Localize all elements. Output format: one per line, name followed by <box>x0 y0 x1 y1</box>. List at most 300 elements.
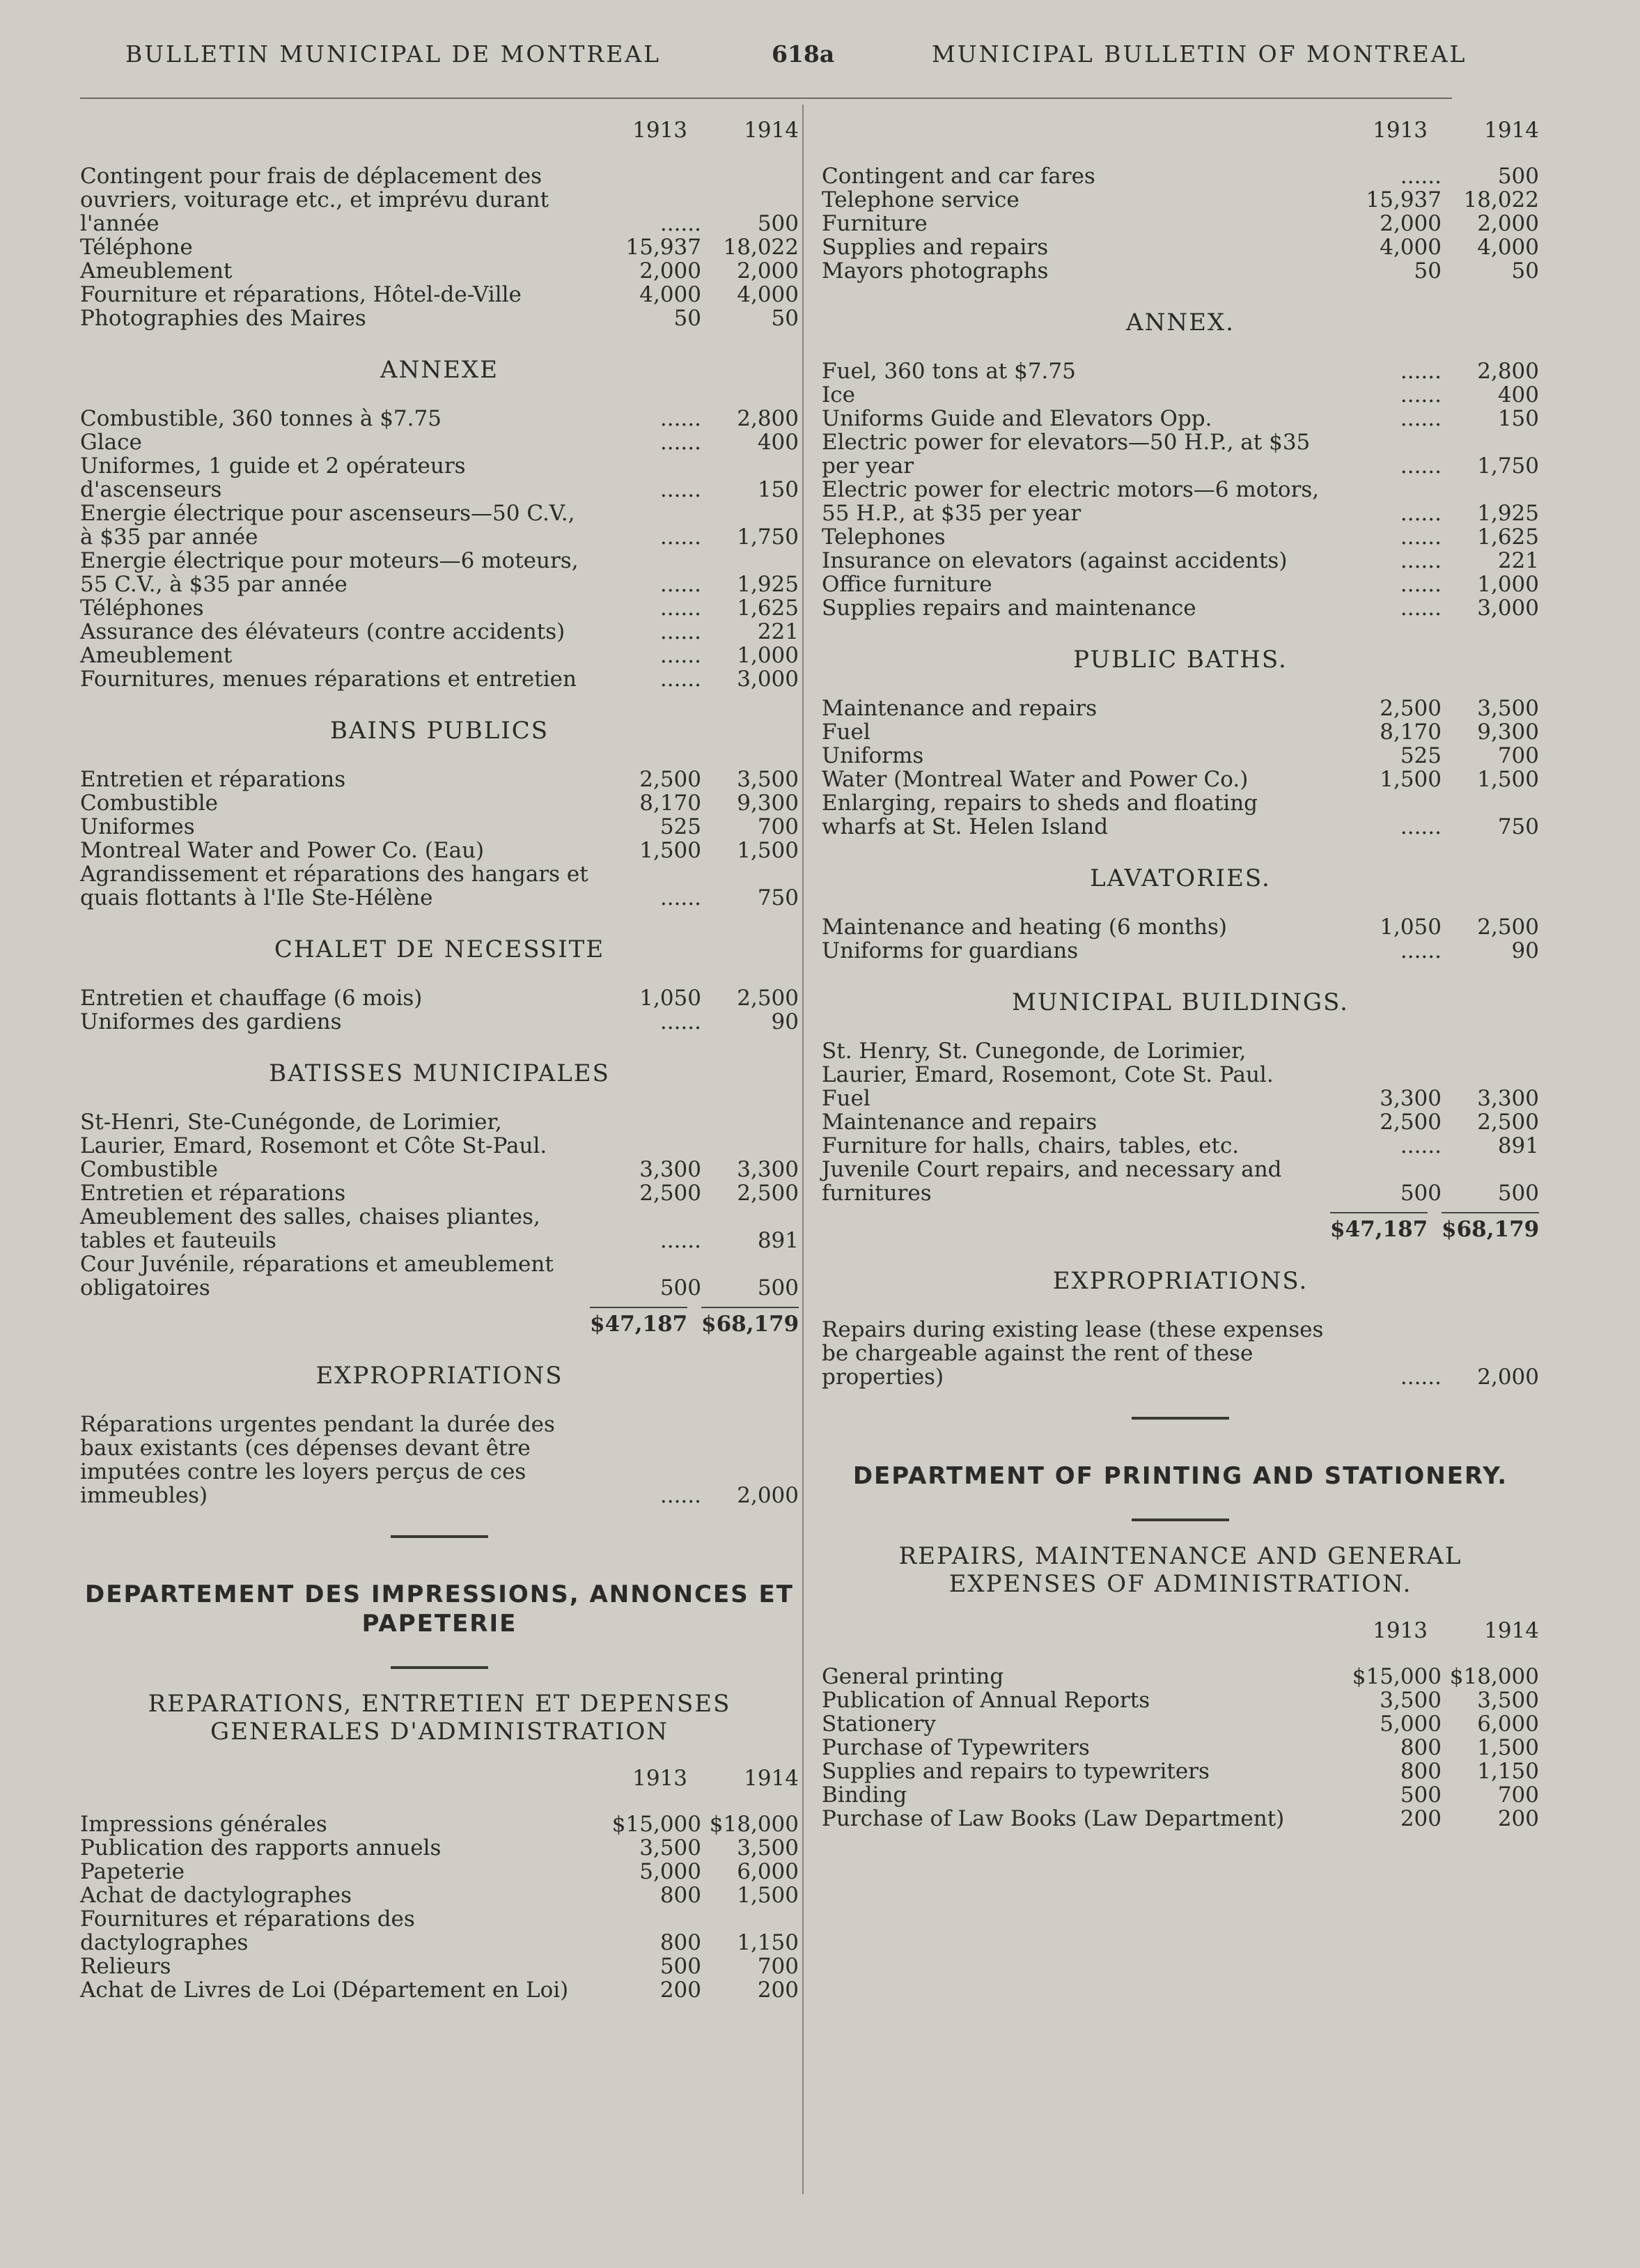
row-label: Maintenance and repairs <box>822 1110 1098 1135</box>
value-1913: 2,500 <box>639 767 701 792</box>
year-1914: 1914 <box>1484 118 1539 143</box>
value-1913: 2,500 <box>1380 1110 1442 1135</box>
table-row <box>80 986 799 1010</box>
row-label: Entretien et réparations <box>80 1181 346 1206</box>
table-row <box>822 525 1539 549</box>
row-label: Supplies and repairs to typewriters <box>822 1759 1210 1784</box>
row-label: Montreal Water and Power Co. (Eau) <box>80 838 485 863</box>
total-1913: $47,187 <box>1330 1212 1428 1241</box>
value-1913: 525 <box>1400 743 1442 768</box>
row-label: Telephones <box>822 525 946 550</box>
value-1913: 2,500 <box>639 1181 701 1206</box>
value-1914: 2,000 <box>1477 1365 1539 1390</box>
value-1914: 2,000 <box>1477 211 1539 236</box>
value-1913: ...... <box>1400 359 1442 384</box>
value-1914: 1,000 <box>1477 572 1539 597</box>
table-row <box>822 744 1539 768</box>
value-1914: 90 <box>1511 938 1539 963</box>
table-row <box>80 1978 799 2002</box>
section-title-buildings: MUNICIPAL BUILDINGS. <box>1012 988 1349 1016</box>
row-label: Publication des rapports annuels <box>80 1835 442 1861</box>
value-1914: 750 <box>1497 814 1539 839</box>
table-row <box>80 1158 799 1181</box>
table-row <box>80 667 799 691</box>
table-row <box>822 164 1539 188</box>
value-1914: 221 <box>1497 548 1539 573</box>
value-1914: 700 <box>1497 1782 1539 1808</box>
row-label: Repairs during existing lease (these expenses be chargeable against the rent of these properties) <box>822 1317 1324 1390</box>
value-1914: 3,500 <box>1477 696 1539 721</box>
table-row <box>80 164 799 235</box>
value-1913: ...... <box>1400 1365 1442 1390</box>
row-label: General printing <box>822 1664 1004 1689</box>
row-label: Electric power for electric motors—6 motors, 55 H.P., at $35 per year <box>822 477 1320 526</box>
row-label: Ameublement <box>80 258 233 284</box>
table-row <box>80 1205 799 1252</box>
table-row <box>80 815 799 839</box>
row-label: Binding <box>822 1782 907 1808</box>
table-row <box>80 502 799 549</box>
table-row <box>822 383 1539 407</box>
row-label: Glace <box>80 430 142 455</box>
value-1914: 3,500 <box>737 1835 799 1861</box>
value-1913: 800 <box>659 1930 701 1955</box>
section-title-expropriations: EXPROPRIATIONS <box>315 1362 563 1390</box>
row-label: Purchase of Law Books (Law Department) <box>822 1806 1285 1831</box>
value-1913: 2,000 <box>1380 211 1442 236</box>
english-column <box>822 118 1539 1831</box>
value-1913: 3,500 <box>639 1835 701 1861</box>
value-1913: 500 <box>659 1954 701 1979</box>
table-row <box>822 915 1539 939</box>
row-label: Fuel <box>822 1086 870 1111</box>
section-title-buildings: BATISSES MUNICIPALES <box>269 1059 610 1087</box>
row-label: Photographies des Maires <box>80 306 366 331</box>
buildings-intro <box>80 1110 799 1158</box>
value-1914: 4,000 <box>737 282 799 307</box>
row-label: Fournitures, menues réparations et entretien <box>80 667 577 692</box>
value-1913: ...... <box>1400 453 1442 479</box>
value-1913: 200 <box>659 1978 701 2003</box>
row-label: Publication of Annual Reports <box>822 1688 1150 1713</box>
table-row <box>822 791 1539 839</box>
value-1914: 1,150 <box>1477 1759 1539 1784</box>
total-spacer <box>80 1307 590 1336</box>
row-label: Combustible <box>80 1157 218 1182</box>
value-1914: 2,800 <box>1477 359 1539 384</box>
row-label: Telephone service <box>822 187 1020 212</box>
section-title-annex: ANNEXE <box>380 356 499 384</box>
value-1914: 4,000 <box>1477 235 1539 260</box>
value-1914: 3,000 <box>1477 596 1539 621</box>
row-label: Furniture for halls, chairs, tables, etc. <box>822 1133 1240 1158</box>
row-label: Uniformes des gardiens <box>80 1009 342 1034</box>
section-title-expropriations: EXPROPRIATIONS. <box>1052 1267 1309 1295</box>
value-1913: ...... <box>659 1009 701 1034</box>
value-1914: 1,625 <box>737 596 799 621</box>
value-1913: ...... <box>1400 938 1442 963</box>
value-1913: ...... <box>1400 548 1442 573</box>
row-label: Fournitures et réparations des dactylographes <box>80 1906 415 1955</box>
table-row <box>80 1907 799 1955</box>
value-1913: ...... <box>659 596 701 621</box>
buildings-intro <box>822 1039 1539 1087</box>
row-label: Combustible, 360 tonnes à $7.75 <box>80 406 442 431</box>
table-row <box>822 1318 1539 1389</box>
total-row <box>822 1212 1539 1241</box>
value-1914: 150 <box>1497 406 1539 431</box>
table-row <box>822 1110 1539 1134</box>
table-row <box>822 1665 1539 1688</box>
table-row <box>80 839 799 862</box>
table-row <box>822 1736 1539 1760</box>
row-label: Electric power for elevators—50 H.P., at $35 per year <box>822 430 1311 479</box>
value-1913: ...... <box>1400 406 1442 431</box>
table-row <box>822 235 1539 259</box>
value-1914: 200 <box>1497 1806 1539 1831</box>
value-1913: $15,000 <box>611 1812 701 1837</box>
row-label: Fourniture et réparations, Hôtel-de-Ville <box>80 282 522 307</box>
value-1914: 18,022 <box>1463 187 1539 212</box>
table-row <box>822 1712 1539 1736</box>
table-row <box>822 573 1539 596</box>
table-row <box>80 283 799 306</box>
row-label: Papeterie <box>80 1859 185 1884</box>
year-1914: 1914 <box>1484 1618 1539 1643</box>
row-label: Energie électrique pour ascenseurs—50 C.V., à $35 par année <box>80 501 575 550</box>
department-title: DEPARTEMENT DES IMPRESSIONS, ANNONCES ET PAPETERIE <box>85 1580 794 1638</box>
value-1913: 2,000 <box>639 258 701 284</box>
value-1913: ...... <box>659 643 701 668</box>
value-1914: 1,925 <box>737 572 799 597</box>
row-label: Combustible <box>80 791 218 816</box>
value-1913: 525 <box>659 814 701 839</box>
table-row <box>822 1134 1539 1158</box>
value-1913: 500 <box>659 1275 701 1300</box>
value-1913: ...... <box>659 430 701 455</box>
table-row <box>80 454 799 502</box>
value-1914: 90 <box>771 1009 799 1034</box>
row-label: Office furniture <box>822 572 992 597</box>
section-divider <box>391 1666 488 1669</box>
row-label: Impressions générales <box>80 1812 327 1837</box>
table-row <box>822 549 1539 573</box>
row-label: Uniformes <box>80 814 195 839</box>
value-1914: 6,000 <box>737 1859 799 1884</box>
value-1914: 700 <box>757 814 799 839</box>
value-1913: 800 <box>1400 1759 1442 1784</box>
row-label: Fuel <box>822 720 870 745</box>
value-1913: ...... <box>659 572 701 597</box>
table-row <box>80 306 799 330</box>
value-1914: 3,300 <box>1477 1086 1539 1111</box>
total-1913: $47,187 <box>590 1307 687 1336</box>
value-1913: ...... <box>659 667 701 692</box>
value-1913: 800 <box>1400 1735 1442 1760</box>
value-1913: ...... <box>659 619 701 644</box>
table-row <box>80 862 799 910</box>
value-1913: 1,050 <box>1380 915 1442 940</box>
header-rule <box>80 98 1452 99</box>
value-1914: 2,500 <box>1477 915 1539 940</box>
table-row <box>80 1010 799 1034</box>
value-1913: ...... <box>1400 501 1442 526</box>
table-row <box>822 1688 1539 1712</box>
row-label: Juvenile Court repairs, and necessary and furnitures <box>822 1157 1282 1206</box>
value-1914: $18,000 <box>1449 1664 1539 1689</box>
subsection-title: REPAIRS, MAINTENANCE AND GENERAL EXPENSES OF ADMINISTRATION. <box>898 1542 1462 1598</box>
table-row <box>80 549 799 596</box>
table-row <box>822 407 1539 430</box>
row-label: Ameublement des salles, chaises pliantes, tables et fauteuils <box>80 1204 540 1253</box>
table-row <box>822 939 1539 963</box>
year-header <box>80 118 799 143</box>
header-left-title: BULLETIN MUNICIPAL DE MONTREAL <box>125 40 662 68</box>
value-1913: 8,170 <box>1380 720 1442 745</box>
value-1914: 2,000 <box>737 258 799 284</box>
value-1914: 3,500 <box>737 767 799 792</box>
value-1913: 1,050 <box>639 986 701 1011</box>
table-row <box>80 1955 799 1978</box>
column-divider <box>802 104 804 2194</box>
value-1914: 1,500 <box>1477 767 1539 792</box>
row-label: Stationery <box>822 1711 936 1737</box>
value-1913: 800 <box>659 1883 701 1908</box>
value-1913: 4,000 <box>639 282 701 307</box>
value-1913: ...... <box>1400 572 1442 597</box>
row-label: Water (Montreal Water and Power Co.) <box>822 767 1249 792</box>
value-1913: 3,300 <box>639 1157 701 1182</box>
row-label: Achat de Livres de Loi (Département en Loi) <box>80 1978 569 2003</box>
value-1913: ...... <box>1400 814 1442 839</box>
row-label: Enlarging, repairs to sheds and floating wharfs at St. Helen Island <box>822 791 1258 839</box>
section-title-annex: ANNEX. <box>1126 309 1235 336</box>
table-row <box>80 768 799 791</box>
year-header <box>822 118 1539 143</box>
table-row <box>80 644 799 667</box>
table-row <box>822 1760 1539 1783</box>
value-1913: 8,170 <box>639 791 701 816</box>
year-1913: 1913 <box>1373 1618 1428 1643</box>
subsection-title: REPARATIONS, ENTRETIEN ET DEPENSES GENERALES D'ADMINISTRATION <box>148 1690 731 1746</box>
value-1914: 1,500 <box>737 838 799 863</box>
value-1914: 500 <box>757 1275 799 1300</box>
value-1914: 500 <box>1497 164 1539 189</box>
table-row <box>80 620 799 644</box>
header-right-title: MUNICIPAL BULLETIN OF MONTREAL <box>932 40 1467 68</box>
row-label: Entretien et chauffage (6 mois) <box>80 986 423 1011</box>
value-1914: 1,750 <box>1477 453 1539 479</box>
row-label: Uniforms <box>822 743 924 768</box>
value-1913: 1,500 <box>1380 767 1442 792</box>
buildings-intro-text: St-Henri, Ste-Cunégonde, de Lorimier, Laurier, Emard, Rosemont et Côte St-Paul. <box>80 1110 547 1158</box>
row-label: Insurance on elevators (against accidents) <box>822 548 1288 573</box>
value-1914: 2,500 <box>737 986 799 1011</box>
total-spacer <box>822 1212 1330 1241</box>
value-1914: 221 <box>757 619 799 644</box>
value-1914: 1,925 <box>1477 501 1539 526</box>
row-label: Fuel, 360 tons at $7.75 <box>822 359 1076 384</box>
row-label: Assurance des élévateurs (contre accidents) <box>80 619 565 644</box>
table-row <box>80 1883 799 1907</box>
table-row <box>822 430 1539 478</box>
table-row <box>822 1807 1539 1831</box>
row-label: Mayors photographs <box>822 258 1049 284</box>
value-1914: 2,500 <box>737 1181 799 1206</box>
value-1914: 1,500 <box>1477 1735 1539 1760</box>
value-1913: ...... <box>1400 596 1442 621</box>
value-1913: 1,500 <box>639 838 701 863</box>
value-1914: 50 <box>771 306 799 331</box>
value-1913: 50 <box>1414 258 1442 284</box>
row-label: Supplies repairs and maintenance <box>822 596 1196 621</box>
value-1914: 2,000 <box>737 1483 799 1508</box>
row-label: Téléphone <box>80 235 193 260</box>
value-1914: 3,000 <box>737 667 799 692</box>
year-1914: 1914 <box>744 118 799 143</box>
table-row <box>80 430 799 454</box>
value-1914: 2,500 <box>1477 1110 1539 1135</box>
value-1913: ...... <box>659 1483 701 1508</box>
value-1913: 500 <box>1400 1782 1442 1808</box>
row-label: Ice <box>822 382 855 407</box>
value-1913: ...... <box>1400 382 1442 407</box>
page-number: 618a <box>772 40 835 68</box>
value-1913: 3,500 <box>1380 1688 1442 1713</box>
section-divider <box>1132 1417 1229 1420</box>
row-label: Uniforms Guide and Elevators Opp. <box>822 406 1212 431</box>
row-label: Uniformes, 1 guide et 2 opérateurs d'ascenseurs <box>80 453 466 502</box>
value-1914: $18,000 <box>709 1812 799 1837</box>
value-1913: 5,000 <box>1380 1711 1442 1737</box>
row-label: Contingent and car fares <box>822 164 1095 189</box>
row-label: Achat de dactylographes <box>80 1883 352 1908</box>
value-1913: 3,300 <box>1380 1086 1442 1111</box>
table-row <box>822 768 1539 791</box>
table-row <box>80 1413 799 1507</box>
value-1914: 1,500 <box>737 1883 799 1908</box>
row-label: Réparations urgentes pendant la durée des baux existants (ces dépenses devant être imputées contre les loyers perçus de ces immeubles) <box>80 1412 555 1508</box>
value-1914: 700 <box>757 1954 799 1979</box>
value-1914: 500 <box>757 211 799 236</box>
value-1914: 9,300 <box>737 791 799 816</box>
value-1914: 750 <box>757 885 799 910</box>
value-1913: ...... <box>659 885 701 910</box>
row-label: Energie électrique pour moteurs—6 moteurs, 55 C.V., à $35 par année <box>80 548 579 597</box>
table-row <box>822 720 1539 744</box>
value-1913: 5,000 <box>639 1859 701 1884</box>
department-title: DEPARTMENT OF PRINTING AND STATIONERY. <box>852 1462 1508 1490</box>
table-row <box>80 1181 799 1205</box>
table-row <box>80 407 799 430</box>
row-label: Contingent pour frais de déplacement des ouvriers, voiturage etc., et imprévu durant l'année <box>80 164 549 236</box>
table-row <box>822 1783 1539 1807</box>
section-title-baths: PUBLIC BATHS. <box>1073 646 1288 674</box>
value-1914: 2,800 <box>737 406 799 431</box>
section-title-lavatories: CHALET DE NECESSITE <box>274 935 605 963</box>
row-label: Uniforms for guardians <box>822 938 1079 963</box>
value-1914: 18,022 <box>723 235 799 260</box>
row-label: Relieurs <box>80 1954 171 1979</box>
value-1914: 3,500 <box>1477 1688 1539 1713</box>
year-1913: 1913 <box>632 1766 687 1791</box>
value-1913: ...... <box>1400 164 1442 189</box>
year-1913: 1913 <box>632 118 687 143</box>
value-1914: 1,625 <box>1477 525 1539 550</box>
section-divider <box>1132 1519 1229 1521</box>
row-label: Téléphones <box>80 596 204 621</box>
value-1914: 400 <box>1497 382 1539 407</box>
table-row <box>80 1252 799 1300</box>
section-title-baths: BAINS PUBLICS <box>329 717 549 745</box>
table-row <box>822 259 1539 283</box>
value-1914: 700 <box>1497 743 1539 768</box>
row-label: Furniture <box>822 211 928 236</box>
section-divider <box>391 1535 488 1538</box>
table-row <box>822 212 1539 235</box>
row-label: Maintenance and repairs <box>822 696 1098 721</box>
value-1914: 1,150 <box>737 1930 799 1955</box>
value-1913: ...... <box>1400 525 1442 550</box>
value-1913: 2,500 <box>1380 696 1442 721</box>
value-1914: 50 <box>1511 258 1539 284</box>
table-row <box>80 235 799 259</box>
buildings-intro-text: St. Henry, St. Cunegonde, de Lorimier, Laurier, Emard, Rosemont, Cote St. Paul. <box>822 1039 1274 1087</box>
section-title-lavatories: LAVATORIES. <box>1090 864 1271 892</box>
table-row <box>80 259 799 283</box>
value-1914: 891 <box>757 1228 799 1253</box>
year-header <box>822 1619 1539 1644</box>
table-row <box>822 478 1539 525</box>
table-row <box>80 1836 799 1860</box>
value-1913: 50 <box>673 306 701 331</box>
value-1914: 1,000 <box>737 643 799 668</box>
table-row <box>80 596 799 620</box>
year-1914: 1914 <box>744 1766 799 1791</box>
row-label: Purchase of Typewriters <box>822 1735 1090 1760</box>
value-1914: 1,750 <box>737 525 799 550</box>
table-row <box>822 1158 1539 1205</box>
table-row <box>80 791 799 815</box>
french-column <box>80 118 799 2002</box>
row-label: Entretien et réparations <box>80 767 346 792</box>
value-1914: 891 <box>1497 1133 1539 1158</box>
value-1913: 15,937 <box>625 235 701 260</box>
value-1913: ...... <box>1400 1133 1442 1158</box>
value-1914: 500 <box>1497 1181 1539 1206</box>
table-row <box>80 1860 799 1883</box>
value-1914: 9,300 <box>1477 720 1539 745</box>
value-1913: ...... <box>659 211 701 236</box>
value-1914: 400 <box>757 430 799 455</box>
row-label: Agrandissement et réparations des hangars et quais flottants à l'Ile Ste-Hélène <box>80 862 588 910</box>
value-1913: 4,000 <box>1380 235 1442 260</box>
table-row <box>822 1087 1539 1110</box>
value-1913: ...... <box>659 525 701 550</box>
value-1913: ...... <box>659 406 701 431</box>
value-1913: ...... <box>659 477 701 502</box>
value-1914: 200 <box>757 1978 799 2003</box>
total-1914: $68,179 <box>1442 1212 1539 1241</box>
row-label: Supplies and repairs <box>822 235 1049 260</box>
table-row <box>822 697 1539 720</box>
value-1913: $15,000 <box>1352 1664 1442 1689</box>
value-1914: 3,300 <box>737 1157 799 1182</box>
year-1913: 1913 <box>1373 118 1428 143</box>
row-label: Maintenance and heating (6 months) <box>822 915 1227 940</box>
year-header <box>80 1766 799 1792</box>
value-1913: ...... <box>659 1228 701 1253</box>
